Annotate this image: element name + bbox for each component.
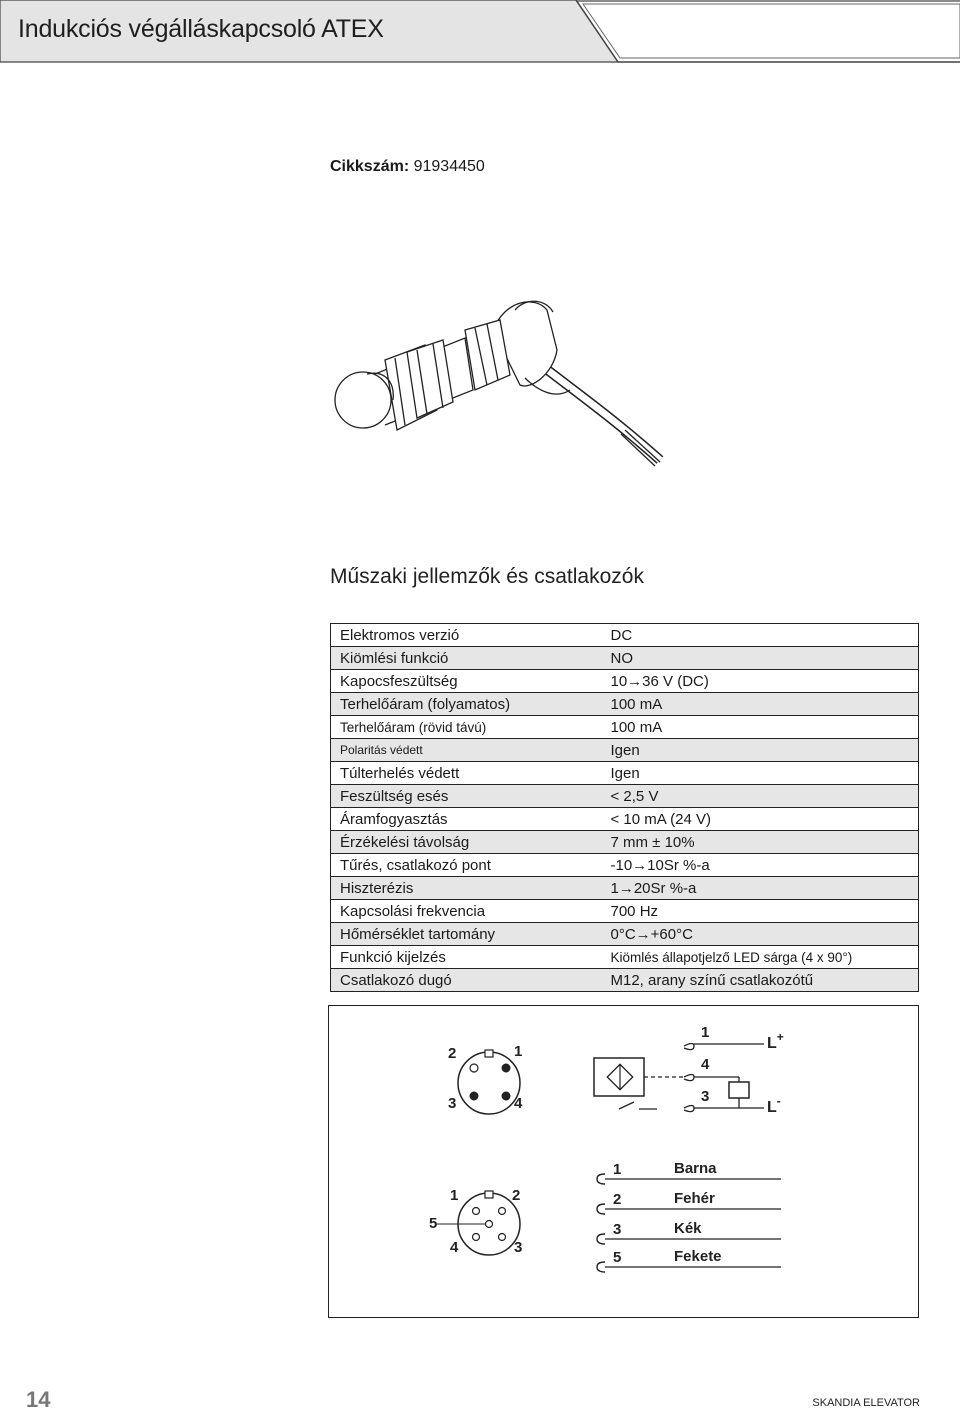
wire-color-legend [597,1160,781,1272]
product-drawing [325,290,685,485]
wiring-schematic [594,1024,784,1116]
pin-label: 2 [512,1187,521,1204]
connector-5-pin-diagram [429,1187,522,1256]
page-number: 14 [26,1387,51,1412]
spec-key: Funkció kijelzés [331,946,602,969]
spec-key: Kiömlési funkció [331,647,602,670]
table-row [331,785,919,808]
spec-value: Kiömlés állapotjelző LED sárga (4 x 90°) [602,946,919,969]
header-band [0,0,960,66]
pin-label: 3 [701,1088,710,1105]
wire-pin: 5 [613,1249,622,1266]
wire-pin: 2 [613,1191,622,1208]
spec-value: NO [602,647,919,670]
spec-table [330,623,919,992]
spec-value: DC [602,624,919,647]
spec-key: Polaritás védett [331,739,602,762]
table-row [331,808,919,831]
table-row [331,946,919,969]
spec-value: 100 mA [602,693,919,716]
table-row [331,854,919,877]
connector-diagrams [328,1005,919,1318]
spec-value: 7 mm ± 10% [602,831,919,854]
spec-key: Tűrés, csatlakozó pont [331,854,602,877]
pin-label: 3 [514,1239,523,1256]
page-title: Indukciós végálláskapcsoló ATEX [18,15,384,43]
wire-color: Kék [674,1220,702,1237]
spec-value: M12, arany színű csatlakozótű [602,969,919,992]
spec-key: Kapocsfeszültség [331,670,602,693]
table-row [331,716,919,739]
spec-key: Hiszterézis [331,877,602,900]
table-row [331,647,919,670]
spec-key: Hőmérséklet tartomány [331,923,602,946]
spec-key: Terhelőáram (folyamatos) [331,693,602,716]
spec-value: 1→20Sr %-a [602,877,919,900]
spec-value: Igen [602,739,919,762]
wire-pin: 3 [613,1221,622,1238]
pin-label: 1 [450,1187,459,1204]
pin-label: 1 [514,1043,523,1060]
brand-name: SKANDIA ELEVATOR [812,1397,920,1409]
table-row [331,739,919,762]
article-label: Cikkszám: [330,158,410,175]
table-row [331,624,919,647]
connector-4-pin-diagram [448,1043,523,1114]
pin-label: 2 [448,1045,457,1062]
spec-key: Elektromos verzió [331,624,602,647]
spec-value: < 10 mA (24 V) [602,808,919,831]
spec-key: Túlterhelés védett [331,762,602,785]
pin-label: 4 [701,1056,710,1073]
spec-key: Kapcsolási frekvencia [331,900,602,923]
table-row [331,762,919,785]
spec-key: Feszültség esés [331,785,602,808]
spec-key: Csatlakozó dugó [331,969,602,992]
wire-color: Fehér [674,1190,715,1207]
wire-pin: 1 [613,1161,622,1178]
spec-value: Igen [602,762,919,785]
l-plus-label: L+ [767,1030,784,1052]
spec-key: Áramfogyasztás [331,808,602,831]
l-minus-label: L- [767,1094,781,1116]
wire-color: Barna [674,1160,717,1177]
pin-label: 1 [701,1024,710,1041]
spec-value: 100 mA [602,716,919,739]
table-row [331,923,919,946]
table-row [331,900,919,923]
spec-value: -10→10Sr %-a [602,854,919,877]
wire-color: Fekete [674,1248,722,1265]
article-value: 91934450 [413,158,485,175]
spec-value: < 2,5 V [602,785,919,808]
table-row [331,831,919,854]
table-row [331,969,919,992]
spec-key: Érzékelési távolság [331,831,602,854]
spec-value: 0°C→+60°C [602,923,919,946]
article-number [330,158,485,176]
table-row [331,670,919,693]
pin-label: 3 [448,1095,457,1112]
table-row [331,693,919,716]
pin-label: 4 [450,1239,459,1256]
pin-label: 5 [429,1215,438,1232]
section-title: Műszaki jellemzők és csatlakozók [330,565,644,588]
spec-key: Terhelőáram (rövid távú) [331,716,602,739]
spec-value: 700 Hz [602,900,919,923]
spec-value: 10→36 V (DC) [602,670,919,693]
pin-label: 4 [514,1095,523,1112]
table-row [331,877,919,900]
